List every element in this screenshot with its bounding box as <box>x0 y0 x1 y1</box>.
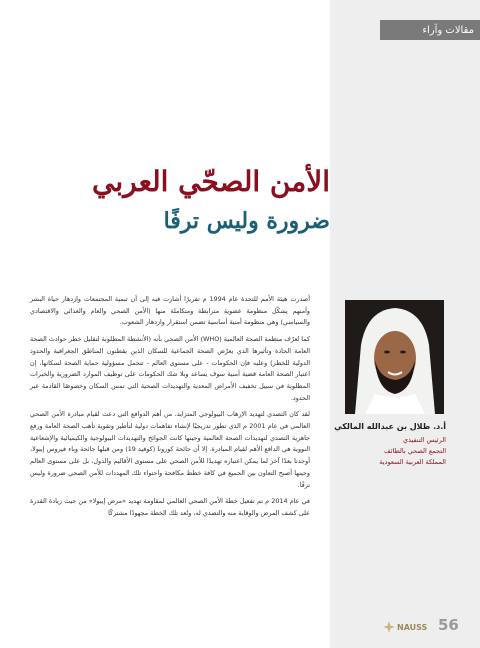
star-emblem-icon <box>383 621 395 633</box>
author-info <box>335 422 446 469</box>
article-paragraph: أصدرت هيئة الأمم للتحدة عام 1994 م تقريرًا أشارت فيه إلى أن تنمية المجتمعات وازدهار حياة البشر وأمنهم يشكّل منظومة عضوية مترابطة ومتكاملة منها (الأمن الصحي والعام والغذائي والاقتصادي والسياسي) وهي منظومة أمنية أساسية تضمن استقرار وازدهار الشعوب. <box>30 295 310 327</box>
section-label: مقالات وآراء <box>380 20 480 40</box>
author-org: التجمع الصحي بالطائف <box>384 447 446 455</box>
author-name: أ.د. طلال بن عبدالله المالكي <box>334 422 446 431</box>
author-role: الرئيس التنفيذي <box>403 436 446 444</box>
article-subtitle: ضرورة وليس ترفًا <box>163 208 330 234</box>
article-body <box>30 294 310 525</box>
nauss-logo <box>383 620 433 634</box>
article-paragraph: كما تُعرّف منظمة الصحة العالمية (WHO) الأمن الصحي بأنه (الأنشطة المطلوبة لتقليل خطر حوادث الصحة العامة الحادة وتأثيرها الذي يعرّض الصحة الجماعية للسكان الذين يقطنون المناطق الجغرافية والحدود الدولية للخطر) وعليه فإن الحكومات - على مستوى العالم - تتحمل مسؤولية حماية الصحة لسكانها، إن اعتبار الصحة العامة قضية أمنية سوف يساعد وبلا شك الحكومات على توظيف الموارد الضرورية والخبرات المطلوبة في سبيل تخفيف الأمراض المعدية والتهديدات الصحية التي تمس السكان وخصوصًا القادمة عبر الحدود. <box>30 335 310 402</box>
author-photo <box>345 300 444 414</box>
page-number: 56 <box>438 616 459 634</box>
article-paragraph: في عام 2014 م تم تفعيل خطة الأمن الصحي العالمي لمقاومة تهديد «مرض إيبولا» من حيث زيادة القدرة على كشف المرض والوقاية منه والتصدي له، وتُعد تلك الخطة مجهودًا مشتركًا <box>30 497 310 517</box>
logo-text: NAUSS <box>397 622 428 632</box>
article-title: الأمن الصحّي العربي <box>92 165 330 198</box>
author-country: المملكة العربية السعودية <box>379 458 446 466</box>
author-portrait-illustration <box>345 300 444 414</box>
article-paragraph: لقد كان التصدي لتهديد الإرهاب البيولوجي المتزايد، من أهم الدوافع التي دعت لقيام مبادرة الأمن الصحي العالمي في عام 2001 م الذي تطور تدريجيًا لإنشاء تفاهمات دولية لتأطير وتقوية تأهب الصحة العامة ورفع جاهزية التصدي لتهديدات الصحة العالمية وحينها كانت الجوائح والتهديدات البيولوجية والكيميائية والإشعاعية النووية هي الدافع الأهم لقيام المبادرة. إلا أن جائحة كورونا (كوفيد 19) ومن قبلها جائحة وباء فيروس إيبولا، أوجدتا بعدًا آخر لما يمكن اعتباره تهديدًا للأمن الصحي على مستوى الأقاليم والدول، بل على مستوى العالم وحينها أصبح التعاون بين الجميع في كافة خطط مكافحة واحتواء تلك المهددات للأمن الصحي ضرورة وليس ترفًا. <box>30 410 310 489</box>
